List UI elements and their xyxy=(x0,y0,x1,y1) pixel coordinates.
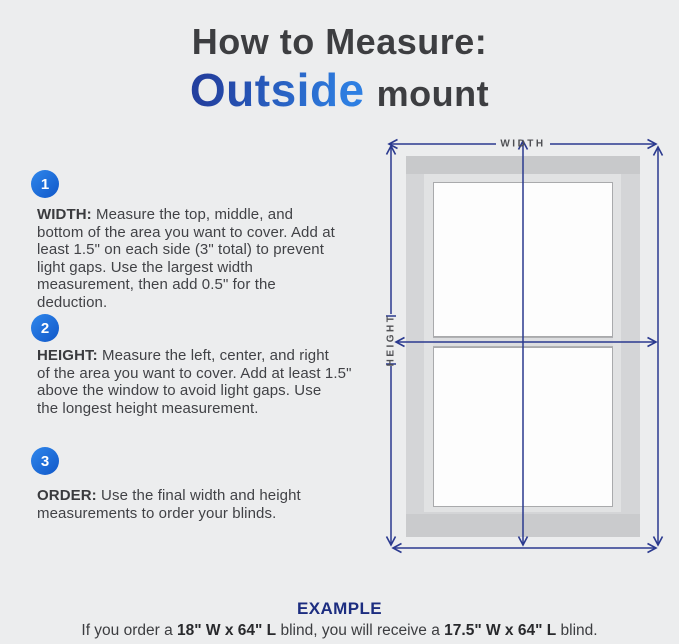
example-part: blind. xyxy=(556,622,598,639)
step-3-line: measurements to order your blinds. xyxy=(37,504,277,522)
step-1-badge: 1 xyxy=(31,170,59,198)
step-3-label: ORDER: xyxy=(37,487,97,504)
step-1-line: least 1.5" on each side (3" total) to prevent xyxy=(37,241,324,258)
step-2-line: above the window to avoid light gaps. Use xyxy=(37,382,322,399)
window-top-trim xyxy=(406,156,640,174)
step-1-line: measurement, then add 0.5" for the xyxy=(37,276,276,293)
width-dimension-label: WIDTH xyxy=(500,138,546,150)
title-block xyxy=(0,20,679,126)
window-sill xyxy=(406,514,640,537)
step-2-line: of the area you want to cover. Add at least 1.5" xyxy=(37,364,352,382)
example-heading: EXAMPLE xyxy=(297,599,382,618)
step-1-line: light gaps. Use the largest width xyxy=(37,258,253,276)
subtitle-highlight: Outside xyxy=(189,64,365,116)
window-upper-pane xyxy=(433,182,613,337)
step-1-label: WIDTH: xyxy=(37,206,92,223)
page-title: How to Measure: xyxy=(191,21,488,62)
height-dimension-label: HEIGHT xyxy=(385,313,397,367)
step-2-badge: 2 xyxy=(31,314,59,342)
example-section xyxy=(0,598,679,641)
page-subtitle xyxy=(0,66,679,126)
example-sentence xyxy=(0,621,679,641)
subtitle-rest: mount xyxy=(376,73,490,114)
window-meeting-rail xyxy=(433,337,613,347)
step-2-line: Measure the left, center, and right xyxy=(97,347,329,364)
example-part: blind, you will receive a xyxy=(276,622,445,639)
window-lower-pane xyxy=(433,347,613,507)
step-1-line: deduction. xyxy=(37,293,108,311)
example-part: If you order a xyxy=(81,622,178,639)
step-2-text xyxy=(37,347,397,417)
step-3-line: Use the final width and height xyxy=(96,487,301,504)
step-1-text xyxy=(37,206,397,311)
step-1-line: bottom of the area you want to cover. Add at xyxy=(37,223,335,241)
step-1-line: Measure the top, middle, and xyxy=(91,206,294,223)
step-3-badge: 3 xyxy=(31,447,59,475)
step-2-label: HEIGHT: xyxy=(37,347,98,364)
example-ordered-size: 18" W x 64" L xyxy=(177,622,277,639)
step-3-text xyxy=(37,487,397,522)
step-2-line: the longest height measurement. xyxy=(37,399,259,417)
example-received-size: 17.5" W x 64" L xyxy=(444,622,557,639)
